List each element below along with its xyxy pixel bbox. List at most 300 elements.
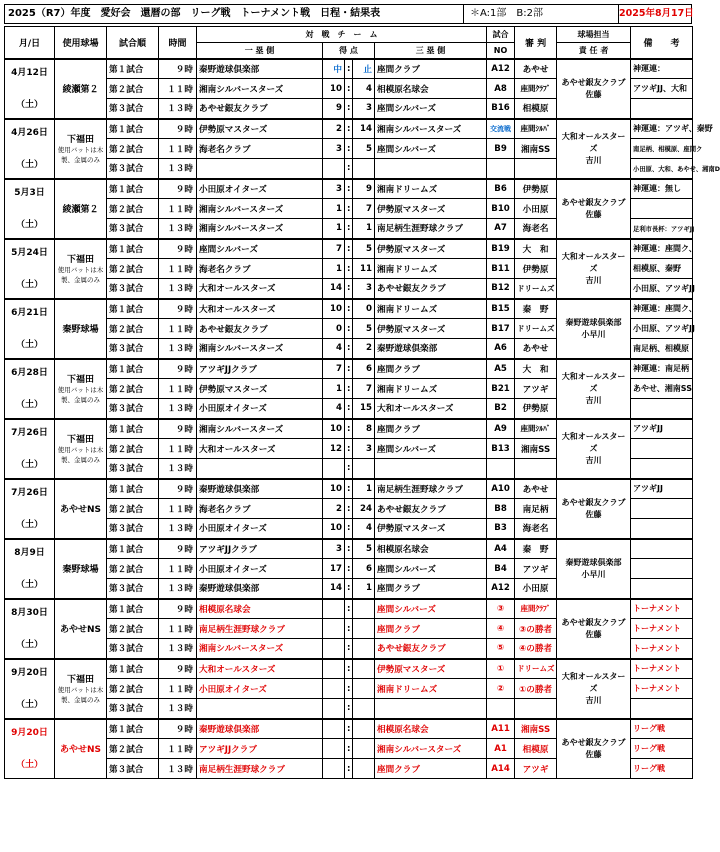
day-of-week: （土） xyxy=(15,519,43,530)
game-time: １１時 xyxy=(159,259,197,279)
remarks: 足利市長杯：アツギJJ xyxy=(631,219,693,239)
date-text: 9月20日 xyxy=(11,727,48,738)
game-order: 第１試合 xyxy=(107,239,159,259)
score-first: 3 xyxy=(323,179,345,199)
game-order: 第３試合 xyxy=(107,339,159,359)
game-time: １３時 xyxy=(159,279,197,299)
umpire: 湘南SS xyxy=(515,719,557,739)
game-number: B6 xyxy=(487,179,515,199)
game-number: A5 xyxy=(487,359,515,379)
score-third xyxy=(353,459,375,479)
score-separator: : xyxy=(345,499,353,519)
score-third: 4 xyxy=(353,79,375,99)
score-separator: : xyxy=(345,59,353,79)
game-order: 第３試合 xyxy=(107,459,159,479)
venue-cell xyxy=(55,179,107,239)
game-order: 第１試合 xyxy=(107,419,159,439)
first-base-team xyxy=(197,459,323,479)
score-first: 4 xyxy=(323,399,345,419)
game-number: B19 xyxy=(487,239,515,259)
score-third: 5 xyxy=(353,239,375,259)
remarks xyxy=(631,559,693,579)
score-separator: : xyxy=(345,599,353,619)
game-time: ９時 xyxy=(159,59,197,79)
game-order: 第３試合 xyxy=(107,399,159,419)
score-third: 1 xyxy=(353,219,375,239)
third-base-team: 湘南ドリームズ xyxy=(375,179,487,199)
score-first xyxy=(323,759,345,779)
score-third xyxy=(353,159,375,179)
table-row xyxy=(5,59,693,79)
day-of-week: （土） xyxy=(15,339,43,350)
table-row xyxy=(5,179,693,199)
first-base-team: 秦野遊球倶楽部 xyxy=(197,59,323,79)
umpire: 小田原 xyxy=(515,199,557,219)
remarks xyxy=(631,539,693,559)
day-of-week: （土） xyxy=(15,99,43,110)
venue-name: 秦野球場 xyxy=(62,325,99,335)
third-base-team: あやせ銀友クラブ xyxy=(375,279,487,299)
score-third: 24 xyxy=(353,499,375,519)
game-time: １３時 xyxy=(159,519,197,539)
score-separator: : xyxy=(345,159,353,179)
game-time: １３時 xyxy=(159,99,197,119)
duty-cell: 秦野遊球倶楽部 小早川 xyxy=(557,299,631,359)
col-score: 得 点 xyxy=(323,43,375,59)
score-third: 3 xyxy=(353,439,375,459)
venue-note: 使用バットは木製、金属のみ xyxy=(57,146,104,164)
first-base-team: 小田原オイターズ xyxy=(197,519,323,539)
remarks: トーナメント xyxy=(631,619,693,639)
umpire: 南足柄 xyxy=(515,499,557,519)
score-first: 1 xyxy=(323,219,345,239)
game-order: 第３試合 xyxy=(107,579,159,599)
day-of-week: （土） xyxy=(15,219,43,230)
first-base-team: 湘南シルバースターズ xyxy=(197,419,323,439)
game-order: 第２試合 xyxy=(107,679,159,699)
score-third xyxy=(353,759,375,779)
score-first: 2 xyxy=(323,499,345,519)
venue-cell xyxy=(55,599,107,659)
score-third: 11 xyxy=(353,259,375,279)
score-third: 7 xyxy=(353,379,375,399)
score-first: 12 xyxy=(323,439,345,459)
game-number: B3 xyxy=(487,519,515,539)
date-cell xyxy=(5,419,55,479)
score-first: 0 xyxy=(323,319,345,339)
game-number: A4 xyxy=(487,539,515,559)
day-of-week: （土） xyxy=(15,159,43,170)
remarks: アツギJJ、大和 xyxy=(631,79,693,99)
score-separator: : xyxy=(345,479,353,499)
remarks xyxy=(631,499,693,519)
game-number: B9 xyxy=(487,139,515,159)
score-separator: : xyxy=(345,379,353,399)
game-number: A12 xyxy=(487,59,515,79)
score-separator: : xyxy=(345,639,353,659)
first-base-team: あやせ銀友クラブ xyxy=(197,319,323,339)
third-base-team xyxy=(375,159,487,179)
date-text: 5月3日 xyxy=(14,187,45,198)
duty-cell: 大和オールスターズ 吉川 xyxy=(557,239,631,299)
score-separator: : xyxy=(345,679,353,699)
game-time: １１時 xyxy=(159,379,197,399)
game-time: ９時 xyxy=(159,359,197,379)
game-time: １３時 xyxy=(159,639,197,659)
col-venue: 使用球場 xyxy=(55,27,107,59)
score-third: 3 xyxy=(353,279,375,299)
remarks xyxy=(631,699,693,719)
score-third xyxy=(353,659,375,679)
third-base-team: 湘南シルバースターズ xyxy=(375,119,487,139)
umpire: 海老名 xyxy=(515,519,557,539)
first-base-team: 海老名クラブ xyxy=(197,499,323,519)
third-base-team: 伊勢原マスターズ xyxy=(375,319,487,339)
score-third: 1 xyxy=(353,479,375,499)
game-order: 第１試合 xyxy=(107,479,159,499)
umpire: 座間ｼﾙﾊﾞ xyxy=(515,119,557,139)
venue-name: あやせNS xyxy=(59,625,101,635)
venue-cell xyxy=(55,359,107,419)
venue-name: 下福田 xyxy=(66,435,94,445)
umpire: 座間ｼﾙﾊﾞ xyxy=(515,419,557,439)
day-of-week: （土） xyxy=(15,399,43,410)
first-base-team: あやせ銀友クラブ xyxy=(197,99,323,119)
umpire xyxy=(515,159,557,179)
third-base-team: 大和オールスターズ xyxy=(375,399,487,419)
date-text: 9月20日 xyxy=(11,667,48,678)
game-number: B13 xyxy=(487,439,515,459)
game-time: １３時 xyxy=(159,339,197,359)
date-cell xyxy=(5,659,55,719)
game-number: A9 xyxy=(487,419,515,439)
venue-cell xyxy=(55,719,107,779)
division-note: ＊A:1部 B:2部 xyxy=(463,4,619,24)
game-time: ９時 xyxy=(159,539,197,559)
game-order: 第１試合 xyxy=(107,539,159,559)
umpire: ④の勝者 xyxy=(515,639,557,659)
score-separator: : xyxy=(345,659,353,679)
score-third xyxy=(353,639,375,659)
umpire: 伊勢原 xyxy=(515,179,557,199)
first-base-team: 湘南シルバースターズ xyxy=(197,79,323,99)
game-number: A10 xyxy=(487,479,515,499)
game-time: ９時 xyxy=(159,719,197,739)
third-base-team: 座間シルバーズ xyxy=(375,559,487,579)
game-number: A7 xyxy=(487,219,515,239)
game-number: B11 xyxy=(487,259,515,279)
first-base-team: 南足柄生涯野球クラブ xyxy=(197,759,323,779)
game-number: 交流戦 xyxy=(487,119,515,139)
remarks xyxy=(631,459,693,479)
umpire: あやせ xyxy=(515,479,557,499)
score-separator: : xyxy=(345,299,353,319)
game-time: １１時 xyxy=(159,739,197,759)
date-cell xyxy=(5,179,55,239)
score-first: 10 xyxy=(323,79,345,99)
game-order: 第２試合 xyxy=(107,379,159,399)
first-base-team xyxy=(197,699,323,719)
col-time: 時間 xyxy=(159,27,197,59)
score-first: 10 xyxy=(323,419,345,439)
table-row xyxy=(5,119,693,139)
page-title: 2025（R7）年度 愛好会 還暦の部 リーグ戦 トーナメント戦 日程・結果表 xyxy=(4,4,464,24)
game-time: ９時 xyxy=(159,179,197,199)
venue-note: 使用バットは木製、金属のみ xyxy=(57,386,104,404)
game-order: 第２試合 xyxy=(107,79,159,99)
umpire: ドリームズ xyxy=(515,659,557,679)
game-order: 第３試合 xyxy=(107,639,159,659)
remarks: あやせ、湘南SS xyxy=(631,379,693,399)
venue-cell xyxy=(55,239,107,299)
date-text: 4月12日 xyxy=(11,67,48,78)
date-text: 8月30日 xyxy=(11,607,48,618)
venue-cell xyxy=(55,59,107,119)
remarks: 神運連：南足柄 xyxy=(631,359,693,379)
game-time: １３時 xyxy=(159,579,197,599)
page-header xyxy=(4,4,692,26)
first-base-team: 小田原オイターズ xyxy=(197,559,323,579)
first-base-team: 秦野遊球倶楽部 xyxy=(197,579,323,599)
score-separator: : xyxy=(345,419,353,439)
remarks: アツギJJ xyxy=(631,419,693,439)
umpire: ③の勝者 xyxy=(515,619,557,639)
score-separator: : xyxy=(345,719,353,739)
date-cell xyxy=(5,59,55,119)
game-time: １３時 xyxy=(159,219,197,239)
game-time: １１時 xyxy=(159,499,197,519)
third-base-team: 相模原名球会 xyxy=(375,539,487,559)
first-base-team: 秦野遊球倶楽部 xyxy=(197,719,323,739)
score-separator: : xyxy=(345,459,353,479)
game-time: １１時 xyxy=(159,319,197,339)
remarks: 南足柄、相模原 xyxy=(631,339,693,359)
first-base-team: 湘南シルバースターズ xyxy=(197,199,323,219)
third-base-team: 秦野遊球倶楽部 xyxy=(375,339,487,359)
score-first: 10 xyxy=(323,299,345,319)
table-row xyxy=(5,419,693,439)
third-base-team: 座間クラブ xyxy=(375,59,487,79)
duty-cell: あやせ銀友クラブ 佐藤 xyxy=(557,479,631,539)
first-base-team: 南足柄生涯野球クラブ xyxy=(197,619,323,639)
third-base-team: 湘南ドリームズ xyxy=(375,299,487,319)
game-order: 第１試合 xyxy=(107,359,159,379)
first-base-team: 大和オールスターズ xyxy=(197,659,323,679)
game-number: B16 xyxy=(487,99,515,119)
remarks xyxy=(631,199,693,219)
third-base-team: 湘南ドリームズ xyxy=(375,259,487,279)
game-number: ⑤ xyxy=(487,639,515,659)
day-of-week: （土） xyxy=(15,459,43,470)
third-base-team xyxy=(375,459,487,479)
score-first xyxy=(323,459,345,479)
game-number: B17 xyxy=(487,319,515,339)
game-order: 第２試合 xyxy=(107,499,159,519)
game-number: A1 xyxy=(487,739,515,759)
score-third: 6 xyxy=(353,559,375,579)
col-duty-bottom: 責 任 者 xyxy=(557,43,631,59)
score-separator: : xyxy=(345,519,353,539)
game-time: １１時 xyxy=(159,79,197,99)
third-base-team: 座間シルバーズ xyxy=(375,439,487,459)
third-base-team: 伊勢原マスターズ xyxy=(375,659,487,679)
score-separator: : xyxy=(345,619,353,639)
umpire: 相模原 xyxy=(515,739,557,759)
duty-cell: 大和オールスターズ 吉川 xyxy=(557,659,631,719)
score-separator: : xyxy=(345,339,353,359)
score-separator: : xyxy=(345,559,353,579)
score-separator: : xyxy=(345,699,353,719)
umpire xyxy=(515,699,557,719)
game-number: ③ xyxy=(487,599,515,619)
remarks: リーグ戦 xyxy=(631,759,693,779)
score-separator: : xyxy=(345,139,353,159)
umpire: 湘南SS xyxy=(515,139,557,159)
game-order: 第３試合 xyxy=(107,99,159,119)
game-order: 第３試合 xyxy=(107,219,159,239)
game-number xyxy=(487,459,515,479)
third-base-team: 座間シルバーズ xyxy=(375,99,487,119)
score-separator: : xyxy=(345,119,353,139)
game-number: B2 xyxy=(487,399,515,419)
score-first: 3 xyxy=(323,539,345,559)
venue-note: 使用バットは木製、金属のみ xyxy=(57,266,104,284)
first-base-team xyxy=(197,159,323,179)
venue-cell xyxy=(55,119,107,179)
game-order: 第２試合 xyxy=(107,139,159,159)
umpire xyxy=(515,459,557,479)
game-order: 第３試合 xyxy=(107,279,159,299)
score-third: 1 xyxy=(353,579,375,599)
remarks: トーナメント xyxy=(631,599,693,619)
umpire: 湘南SS xyxy=(515,439,557,459)
umpire: 秦 野 xyxy=(515,539,557,559)
schedule-body xyxy=(5,59,720,779)
umpire: 海老名 xyxy=(515,219,557,239)
venue-name: 綾瀬第２ xyxy=(62,205,99,215)
game-time: ９時 xyxy=(159,419,197,439)
remarks: 神運連： xyxy=(631,59,693,79)
score-third: 3 xyxy=(353,99,375,119)
game-time: ９時 xyxy=(159,659,197,679)
game-time: １３時 xyxy=(159,159,197,179)
third-base-team: 湘南ドリームズ xyxy=(375,679,487,699)
date-text: 6月21日 xyxy=(11,307,48,318)
score-third: 0 xyxy=(353,299,375,319)
umpire: 大 和 xyxy=(515,239,557,259)
game-number: A8 xyxy=(487,79,515,99)
table-row xyxy=(5,719,693,739)
table-row xyxy=(5,539,693,559)
game-time: １１時 xyxy=(159,619,197,639)
game-time: １３時 xyxy=(159,699,197,719)
score-separator: : xyxy=(345,219,353,239)
col-remarks: 備 考 xyxy=(631,27,693,59)
game-number xyxy=(487,699,515,719)
date-cell xyxy=(5,239,55,299)
umpire: 座間ｸﾗﾌﾞ xyxy=(515,599,557,619)
updated-date: 2025年8月17日 xyxy=(618,4,692,24)
score-first: 1 xyxy=(323,379,345,399)
game-time: ９時 xyxy=(159,119,197,139)
score-first: 7 xyxy=(323,239,345,259)
game-time: ９時 xyxy=(159,239,197,259)
remarks: 小田原、アツギJJ xyxy=(631,319,693,339)
score-third xyxy=(353,739,375,759)
first-base-team: 小田原オイターズ xyxy=(197,179,323,199)
game-number: ② xyxy=(487,679,515,699)
score-separator: : xyxy=(345,739,353,759)
game-order: 第２試合 xyxy=(107,319,159,339)
game-order: 第１試合 xyxy=(107,719,159,739)
remarks: 小田原、アツギJJ xyxy=(631,279,693,299)
third-base-team: 伊勢原マスターズ xyxy=(375,519,487,539)
game-order: 第２試合 xyxy=(107,439,159,459)
third-base-team: 相模原名球会 xyxy=(375,719,487,739)
venue-cell xyxy=(55,659,107,719)
first-base-team: 座間シルバーズ xyxy=(197,239,323,259)
umpire: 秦 野 xyxy=(515,299,557,319)
umpire: 座間ｸﾗﾌﾞ xyxy=(515,79,557,99)
remarks: 神運連：座間ク、 xyxy=(631,239,693,259)
venue-cell xyxy=(55,299,107,359)
date-cell xyxy=(5,299,55,359)
score-first xyxy=(323,719,345,739)
third-base-team: 湘南ドリームズ xyxy=(375,379,487,399)
game-order: 第３試合 xyxy=(107,759,159,779)
third-base-team xyxy=(375,699,487,719)
third-base-team: 相模原名球会 xyxy=(375,79,487,99)
score-first: 14 xyxy=(323,279,345,299)
day-of-week: （土） xyxy=(15,279,43,290)
third-base-team: 座間クラブ xyxy=(375,359,487,379)
score-third: 7 xyxy=(353,199,375,219)
game-number: A12 xyxy=(487,579,515,599)
venue-cell xyxy=(55,419,107,479)
col-duty-top: 球場担当 xyxy=(557,27,631,43)
score-separator: : xyxy=(345,79,353,99)
day-of-week: （土） xyxy=(15,699,43,710)
col-third-base: 三 塁 側 xyxy=(375,43,487,59)
umpire: あやせ xyxy=(515,339,557,359)
duty-cell: 大和オールスターズ 吉川 xyxy=(557,359,631,419)
score-third xyxy=(353,599,375,619)
table-row xyxy=(5,299,693,319)
remarks: リーグ戦 xyxy=(631,739,693,759)
first-base-team: 相模原名球会 xyxy=(197,599,323,619)
score-third xyxy=(353,719,375,739)
remarks: 神運連：アツギ、秦野 xyxy=(631,119,693,139)
duty-cell: あやせ銀友クラブ 佐藤 xyxy=(557,719,631,779)
score-third: 5 xyxy=(353,319,375,339)
remarks xyxy=(631,579,693,599)
remarks xyxy=(631,99,693,119)
game-number xyxy=(487,159,515,179)
game-time: １１時 xyxy=(159,439,197,459)
remarks xyxy=(631,439,693,459)
game-time: １１時 xyxy=(159,139,197,159)
remarks xyxy=(631,399,693,419)
day-of-week: （土） xyxy=(15,579,43,590)
score-separator: : xyxy=(345,279,353,299)
umpire: 大 和 xyxy=(515,359,557,379)
score-first xyxy=(323,599,345,619)
game-order: 第１試合 xyxy=(107,59,159,79)
game-number: B15 xyxy=(487,299,515,319)
remarks: 南足柄、相模原、座間ク xyxy=(631,139,693,159)
venue-cell xyxy=(55,539,107,599)
game-time: １３時 xyxy=(159,399,197,419)
